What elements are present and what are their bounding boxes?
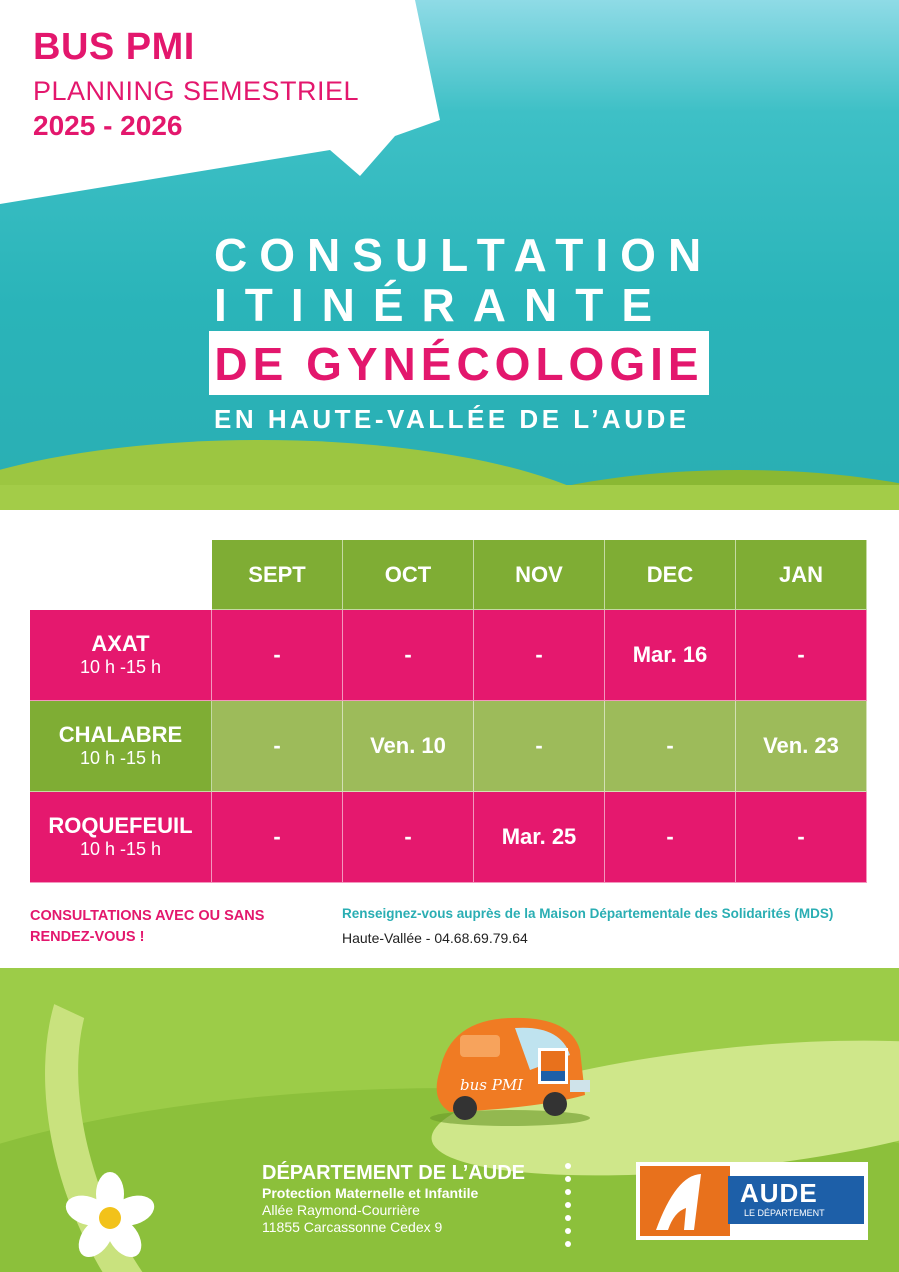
month-header: OCT [343, 540, 474, 610]
schedule-cell: - [474, 701, 605, 792]
place-name: CHALABRE [58, 722, 183, 747]
address-line1: Allée Raymond-Courrière [262, 1202, 420, 1218]
department-title: DÉPARTEMENT DE L’AUDE [262, 1162, 525, 1184]
year-title: 2025 - 2026 [33, 110, 183, 141]
schedule-cell: - [736, 792, 867, 883]
logo-text: AUDE [740, 1178, 818, 1208]
row-label [30, 701, 212, 792]
plan-title: PLANNING SEMESTRIEL [33, 76, 360, 106]
hill [0, 485, 899, 510]
aude-logo [636, 1162, 868, 1240]
schedule-cell: Mar. 25 [474, 792, 605, 883]
schedule-cell: Ven. 10 [343, 701, 474, 792]
place-hours: 10 h -15 h [79, 748, 162, 769]
place-hours: 10 h -15 h [79, 657, 162, 678]
schedule-cell: - [474, 610, 605, 701]
headline-line4: EN HAUTE-VALLÉE DE L’AUDE [214, 404, 690, 434]
dots-divider [565, 1163, 571, 1254]
headline-line1: CONSULTATION [214, 229, 714, 281]
logo-subtext: LE DÉPARTEMENT [744, 1208, 825, 1218]
headline-line3: DE GYNÉCOLOGIE [214, 338, 704, 390]
place-name: ROQUEFEUIL [48, 813, 193, 838]
month-header: DEC [605, 540, 736, 610]
schedule-cell: - [212, 610, 343, 701]
address-line2: 11855 Carcassonne Cedex 9 [262, 1219, 443, 1235]
month-header: JAN [736, 540, 867, 610]
row-label [30, 792, 212, 883]
department-address [262, 1162, 525, 1236]
schedule-cell: - [212, 792, 343, 883]
consultation-note: CONSULTATIONS AVEC OU SANS RENDEZ-VOUS ! [30, 908, 265, 945]
bus-label: bus PMI [460, 1076, 524, 1094]
schedule-cell: Mar. 16 [605, 610, 736, 701]
schedule-cell: - [343, 792, 474, 883]
place-hours: 10 h -15 h [79, 839, 162, 860]
month-header: SEPT [212, 540, 343, 610]
schedule-cell: - [605, 792, 736, 883]
schedule-cell: - [605, 701, 736, 792]
schedule-cell: - [736, 610, 867, 701]
info-phone: Haute-Vallée - 04.68.69.79.64 [342, 930, 528, 946]
schedule-cell: Ven. 23 [736, 701, 867, 792]
info-title: Renseignez-vous auprès de la Maison Départementale des Solidarités (MDS) [342, 906, 834, 921]
place-name: AXAT [91, 631, 150, 656]
department-subtitle: Protection Maternelle et Infantile [262, 1185, 479, 1201]
flower-illustration [60, 1170, 170, 1272]
logo-a-icon [646, 1170, 726, 1234]
month-header: NOV [474, 540, 605, 610]
row-label [30, 610, 212, 701]
schedule-cell: - [212, 701, 343, 792]
bus-title: BUS PMI [33, 26, 195, 68]
headline-line2: ITINÉRANTE [214, 279, 670, 331]
bus-illustration [420, 1000, 600, 1130]
schedule-cell: - [343, 610, 474, 701]
